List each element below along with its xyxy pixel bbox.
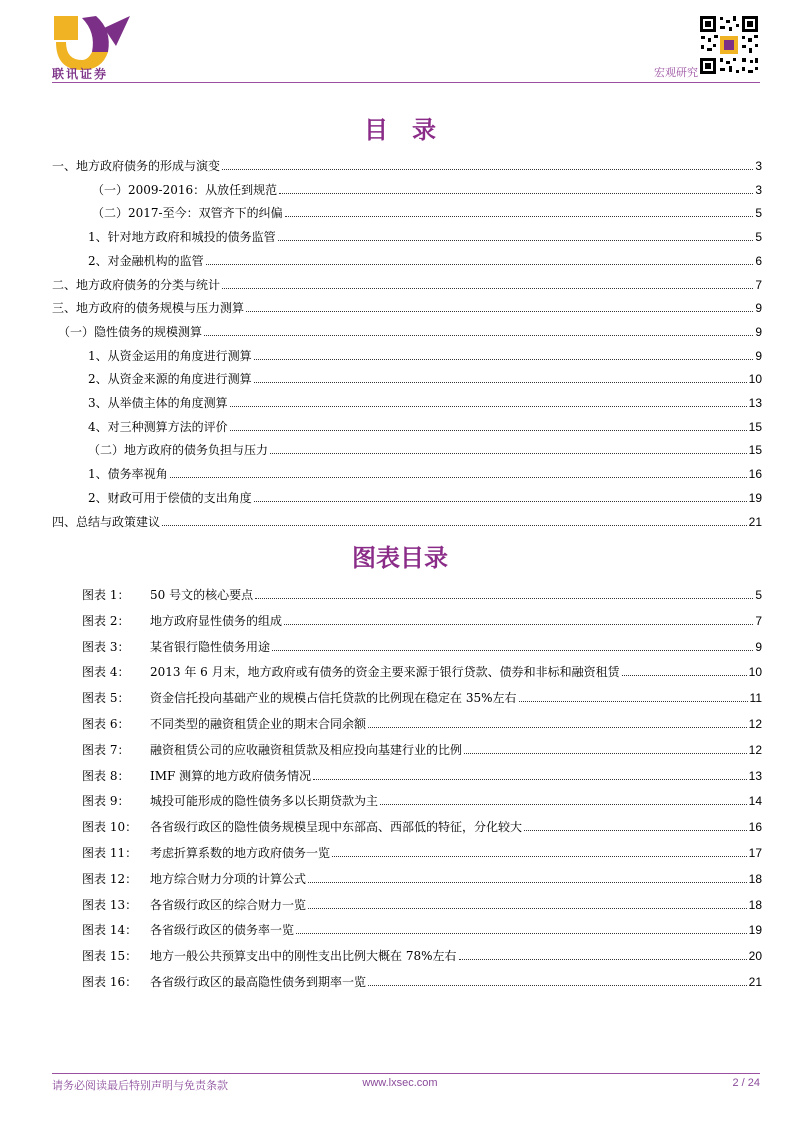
figure-leader-dots	[622, 674, 747, 676]
toc-leader-dots	[222, 287, 753, 289]
toc-entry[interactable]	[92, 205, 762, 221]
figure-caption: IMF 测算的地方政府债务情况	[150, 768, 312, 783]
figure-leader-dots	[313, 778, 746, 780]
toc-entry[interactable]	[52, 158, 762, 174]
toc-entry-label: 三、地方政府的债务规模与压力测算	[52, 301, 245, 316]
figure-entry[interactable]	[82, 768, 762, 784]
toc-entry-page: 15	[748, 419, 762, 434]
figure-leader-dots	[368, 726, 747, 728]
toc-entry-label: （二）2017-至今：双管齐下的纠偏	[92, 206, 283, 221]
figure-caption: 融资租赁公司的应收融资租赁款及相应投向基建行业的比例	[150, 742, 463, 757]
toc-entry-label: 3、从举债主体的角度测算	[88, 396, 228, 410]
figure-number: 图表 4：	[82, 665, 130, 680]
figure-caption: 资金信托投向基础产业的规模占信托贷款的比例现在稳定在 35%左右	[150, 691, 517, 706]
figure-entry[interactable]	[82, 871, 762, 887]
toc-leader-dots	[279, 192, 753, 194]
toc-entry[interactable]	[88, 490, 762, 506]
figure-entry-page: 11	[749, 691, 762, 706]
toc-leader-dots	[278, 239, 754, 241]
figure-entry[interactable]	[82, 716, 762, 732]
toc-entry-label: 二、地方政府债务的分类与统计	[52, 277, 221, 292]
toc-entry[interactable]	[52, 277, 762, 293]
toc-entry-page: 5	[755, 206, 762, 221]
figure-number: 图表 14：	[82, 923, 138, 938]
toc-entry-label: 1、针对地方政府和城投的债务监管	[88, 230, 276, 245]
figure-leader-dots	[519, 700, 748, 702]
figure-number: 图表 9：	[82, 794, 130, 809]
toc-leader-dots	[254, 500, 747, 502]
toc-entry-label: 四、总结与政策建议	[52, 514, 161, 529]
toc-entry-label: 4、对三种测算方法的评价	[88, 419, 228, 434]
figure-entry-page: 16	[748, 820, 762, 835]
figure-entry-text	[82, 664, 620, 680]
logo-text: 联讯证券	[52, 67, 109, 81]
figure-entry-text	[82, 871, 306, 887]
figure-entry[interactable]	[82, 587, 762, 603]
figure-entry-text	[82, 690, 517, 706]
figure-number: 图表 13：	[82, 897, 138, 912]
figure-leader-dots	[380, 803, 747, 805]
figure-leader-dots	[524, 829, 747, 831]
toc-entry[interactable]	[88, 442, 762, 458]
toc-entry[interactable]	[88, 253, 762, 269]
figure-caption: 考虑折算系数的地方政府债务一览	[150, 846, 331, 860]
toc-leader-dots	[285, 215, 754, 217]
toc-entry-page: 13	[748, 396, 762, 410]
figure-number: 图表 2：	[82, 613, 130, 628]
toc-entry[interactable]	[88, 229, 762, 245]
toc-entry[interactable]	[58, 324, 762, 340]
figure-entry-text	[82, 742, 462, 758]
figure-caption: 地方政府显性债务的组成	[150, 613, 283, 628]
toc-leader-dots	[254, 381, 747, 383]
toc-entry[interactable]	[52, 300, 762, 316]
figure-caption: 地方综合财力分项的计算公式	[150, 871, 307, 886]
figure-entry-page: 10	[748, 665, 762, 680]
figure-entry-text	[82, 716, 366, 732]
figure-entry-page: 13	[748, 768, 762, 783]
figure-leader-dots	[308, 907, 747, 909]
figure-entry[interactable]	[82, 922, 762, 938]
figure-entry[interactable]	[82, 974, 762, 990]
toc-leader-dots	[254, 358, 754, 360]
figure-leader-dots	[464, 752, 747, 754]
figure-caption: 各省级行政区的综合财力一览	[150, 897, 307, 912]
figure-leader-dots	[308, 881, 747, 883]
figure-entry[interactable]	[82, 845, 762, 861]
toc-title: 目 录	[364, 115, 436, 144]
figure-number: 图表 3：	[82, 639, 130, 654]
footer-divider	[52, 1073, 760, 1074]
figure-entry-text	[82, 897, 306, 913]
toc-entry-page: 15	[748, 443, 762, 458]
figure-leader-dots	[272, 649, 753, 651]
toc-leader-dots	[246, 310, 753, 312]
figure-entry[interactable]	[82, 613, 762, 629]
toc-entry-label: 2、从资金来源的角度进行测算	[88, 372, 252, 387]
figure-entry[interactable]	[82, 742, 762, 758]
toc-entry-label: 1、债务率视角	[88, 467, 168, 482]
figure-leader-dots	[459, 958, 747, 960]
figure-entry[interactable]	[82, 690, 762, 706]
toc-entry[interactable]	[88, 395, 762, 411]
figure-entry-page: 18	[748, 871, 762, 886]
figure-number: 图表 8：	[82, 768, 130, 783]
figure-list-title: 图表目录	[352, 543, 448, 572]
figure-entry-text	[82, 974, 366, 990]
toc-entry[interactable]	[92, 182, 762, 198]
toc-entry-label: 一、地方政府债务的形成与演变	[52, 159, 221, 173]
figure-number: 图表 11：	[82, 846, 138, 860]
toc-entry-page: 9	[755, 348, 762, 363]
figure-entry[interactable]	[82, 793, 762, 809]
figure-entry[interactable]	[82, 664, 762, 680]
figure-leader-dots	[368, 984, 747, 986]
figure-entry-page: 9	[755, 639, 762, 654]
figure-entry-text	[82, 768, 311, 784]
figure-number: 图表 15：	[82, 949, 138, 964]
toc-leader-dots	[162, 524, 747, 526]
toc-entry-page: 7	[755, 277, 762, 292]
figure-caption: 2013 年 6 月末，地方政府或有债务的资金主要来源于银行贷款、债券和非标和融资租赁	[150, 665, 620, 680]
toc-entry-label: （一）2009-2016：从放任到规范	[92, 182, 278, 197]
figure-number: 图表 6：	[82, 717, 130, 731]
figure-entry-page: 18	[748, 897, 762, 912]
toc-entry-label: 2、财政可用于偿债的支出角度	[88, 490, 252, 505]
figure-number: 图表 16：	[82, 975, 138, 989]
toc-entry-page: 9	[755, 301, 762, 316]
figure-entry-text	[82, 639, 270, 655]
qr-code-icon	[698, 14, 760, 76]
toc-leader-dots	[230, 405, 747, 407]
header-divider	[52, 82, 760, 83]
figure-entry-text	[82, 793, 378, 809]
toc-leader-dots	[170, 476, 747, 478]
figure-entry-page: 5	[755, 588, 762, 602]
toc-leader-dots	[270, 452, 747, 454]
figure-entry-page: 17	[748, 846, 762, 860]
figure-leader-dots	[284, 623, 753, 625]
figure-entry-page: 12	[748, 742, 762, 757]
figure-caption: 不同类型的融资租赁企业的期末合同余额	[150, 717, 367, 731]
toc-entry-page: 3	[755, 159, 762, 173]
figure-caption: 各省级行政区的隐性债务规模呈现中东部高、西部低的特征，分化较大	[150, 820, 523, 835]
figure-entry[interactable]	[82, 948, 762, 964]
figure-caption: 城投可能形成的隐性债务多以长期贷款为主	[150, 794, 379, 809]
figure-entry-page: 19	[748, 923, 762, 938]
figure-entry-text	[82, 948, 457, 964]
toc-entry-page: 19	[748, 490, 762, 505]
figure-leader-dots	[296, 932, 747, 934]
toc-leader-dots	[204, 334, 753, 336]
toc-entry-label: （二）地方政府的债务负担与压力	[88, 443, 269, 458]
figure-entry-text	[82, 845, 330, 861]
figure-leader-dots	[255, 597, 753, 599]
figure-entry[interactable]	[82, 639, 762, 655]
toc-entry[interactable]	[88, 371, 762, 387]
toc-entry[interactable]	[88, 466, 762, 482]
report-category: 宏观研究	[654, 66, 698, 79]
toc-entry[interactable]	[88, 419, 762, 435]
figure-caption: 各省级行政区的债务率一览	[150, 923, 295, 938]
figure-caption: 各省级行政区的最高隐性债务到期率一览	[150, 975, 367, 989]
figure-entry[interactable]	[82, 819, 762, 835]
toc-entry-page: 10	[748, 372, 762, 387]
footer-website[interactable]: www.lxsec.com	[362, 1077, 438, 1089]
figure-entry-text	[82, 819, 522, 835]
figure-entry-text	[82, 587, 253, 603]
toc-leader-dots	[206, 263, 754, 265]
toc-leader-dots	[230, 429, 747, 431]
figure-entry-page: 7	[755, 613, 762, 628]
toc-entry-page: 3	[755, 182, 762, 197]
figure-number: 图表 1：	[82, 588, 130, 602]
figure-entry-page: 21	[748, 975, 762, 989]
page-indicator: 2 / 24	[732, 1077, 760, 1089]
figure-entry-page: 12	[748, 717, 762, 731]
figure-entry-text	[82, 922, 294, 938]
toc-entry-label: （一）隐性债务的规模测算	[58, 324, 203, 339]
figure-entry-text	[82, 613, 282, 629]
toc-entry-page: 21	[748, 514, 762, 529]
figure-caption: 地方一般公共预算支出中的刚性支出比例大概在 78%左右	[150, 949, 457, 964]
figure-number: 图表 12：	[82, 871, 138, 886]
figure-caption: 某省银行隐性债务用途	[150, 639, 271, 654]
figure-number: 图表 5：	[82, 691, 130, 706]
toc-entry-label: 2、对金融机构的监管	[88, 253, 204, 268]
toc-entry-page: 5	[755, 230, 762, 245]
toc-entry-page: 9	[755, 324, 762, 339]
toc-entry[interactable]	[52, 514, 762, 530]
toc-entry-label: 1、从资金运用的角度进行测算	[88, 348, 252, 363]
figure-leader-dots	[332, 855, 747, 857]
figure-entry[interactable]	[82, 897, 762, 913]
figure-caption: 50 号文的核心要点	[150, 588, 254, 602]
toc-entry-page: 16	[748, 467, 762, 482]
toc-entry[interactable]	[88, 348, 762, 364]
footer-disclaimer[interactable]: 请务必阅读最后特别声明与免责条款	[52, 1079, 228, 1092]
figure-entry-page: 14	[748, 794, 762, 809]
figure-number: 图表 7：	[82, 742, 130, 757]
toc-entry-page: 6	[755, 253, 762, 268]
figure-number: 图表 10：	[82, 820, 138, 835]
figure-entry-page: 20	[748, 949, 762, 964]
toc-leader-dots	[222, 168, 753, 170]
